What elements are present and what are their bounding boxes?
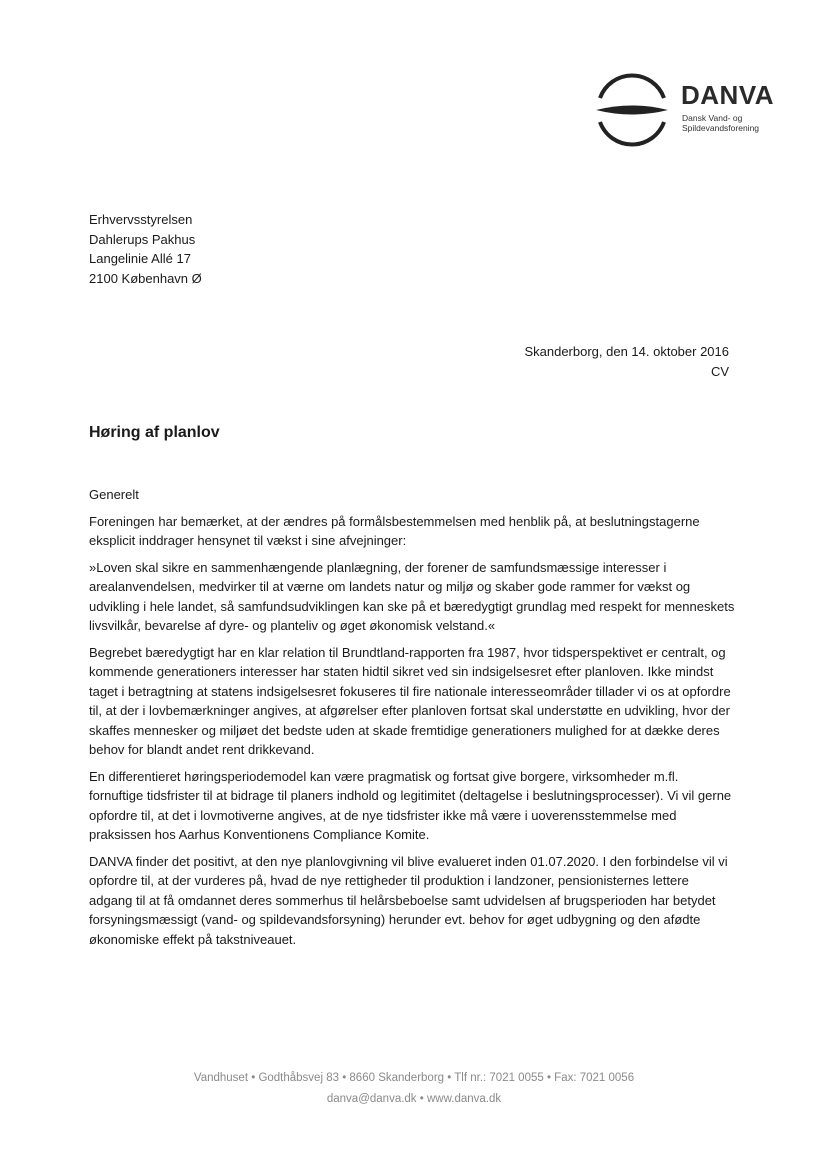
footer-contact: danva@danva.dk • www.danva.dk [326, 1093, 502, 1105]
date-block [524, 342, 729, 381]
page-footer [0, 1068, 828, 1110]
paragraph: Foreningen har bemærket, at der ændres på formålsbestemmelsen med henblik på, at beslutningstagerne eksplicit inddrager hensynet til vækst i sine afvejninger: [89, 513, 700, 548]
logo-subtitle-line: Spildevandsforening [682, 123, 760, 133]
paragraph: En differentieret høringsperiodemodel kan være pragmatisk og fortsat give borgere, virksomheder m.fl. fornuftige tidsfrister til at bidrage til planers indhold og legitimitet (deltagelse i beslutningsprocesser). Vi vil gerne opfordre til, at det i lovmotiverne angives, at de nye tidsfrister ikke må være i uoverensstemmelse med praksissen hos Aarhus Konventionens Compliance Komite. [89, 768, 732, 842]
address-line: Langelinie Allé 17 [89, 251, 191, 266]
date-line: Skanderborg, den 14. oktober 2016 [524, 344, 729, 359]
logo-name: DANVA [681, 80, 775, 110]
section-heading: Generelt [89, 487, 139, 502]
letter-body [89, 485, 735, 956]
footer-address: Vandhuset • Godthåbsvej 83 • 8660 Skanderborg • Tlf nr.: 7021 0055 • Fax: 7021 0056 [193, 1072, 635, 1084]
quote-paragraph: »Loven skal sikre en sammenhængende planlægning, der forener de samfundsmæssige interesser i arealanvendelsen, medvirker til at værne om landets natur og miljø og skaber gode rammer for vækst og udvikling i hele landet, så samfundsudviklingen kan ske på et bæredygtigt grundlag med respekt for menneskets livsvilkår, bevarelse af dyre- og planteliv og øget økonomisk velstand.« [89, 559, 735, 633]
letter-title: Høring af planlov [89, 424, 220, 441]
logo-subtitle-line: Dansk Vand- og [682, 113, 743, 123]
paragraph: DANVA finder det positivt, at den nye planlovgivning vil blive evalueret inden 01.07.2020. I den forbindelse vil vi opfordre til, at der vurderes på, hvad de nye rettigheder til produktion i landzoner, pensionisternes lettere adgang til at få omdannet deres sommerhus til helårsbeboelse samt udvidelsen af brugsperioden har betydet forsyningsmæssigt (vand- og spildevandsforsyning) herunder evt. behov for øget udbygning og den afødte økonomiske effekt på takstniveauet. [89, 853, 728, 947]
recipient-address [89, 210, 202, 288]
initials: CV [710, 363, 729, 379]
address-line: Dahlerups Pakhus [89, 231, 196, 247]
danva-emblem-icon [592, 70, 672, 150]
address-line: Erhvervsstyrelsen [89, 212, 193, 227]
logo-subtitle [682, 113, 759, 133]
address-line: 2100 København Ø [89, 270, 202, 286]
danva-logo [592, 70, 777, 150]
paragraph: Begrebet bæredygtigt har en klar relation til Brundtland-rapporten fra 1987, hvor tidsperspektivet er centralt, og kommende generationers interesser har staten hidtil sikret ved sin indsigelsesret efter planloven. Ikke mindst taget i betragtning at statens indsigelsesret fokuseres til fire nationale interesseområder tillader vi os at opfordre til, at der i lovbemærkninger angives, at afgørelser efter planloven fortsat skal understøtte en udvikling, hvor der skaffes mennesker og miljøet det bedste uden at skade fremtidige generationers mulighed for at dække deres behov for blandt andet rent drikkevand. [89, 644, 731, 757]
